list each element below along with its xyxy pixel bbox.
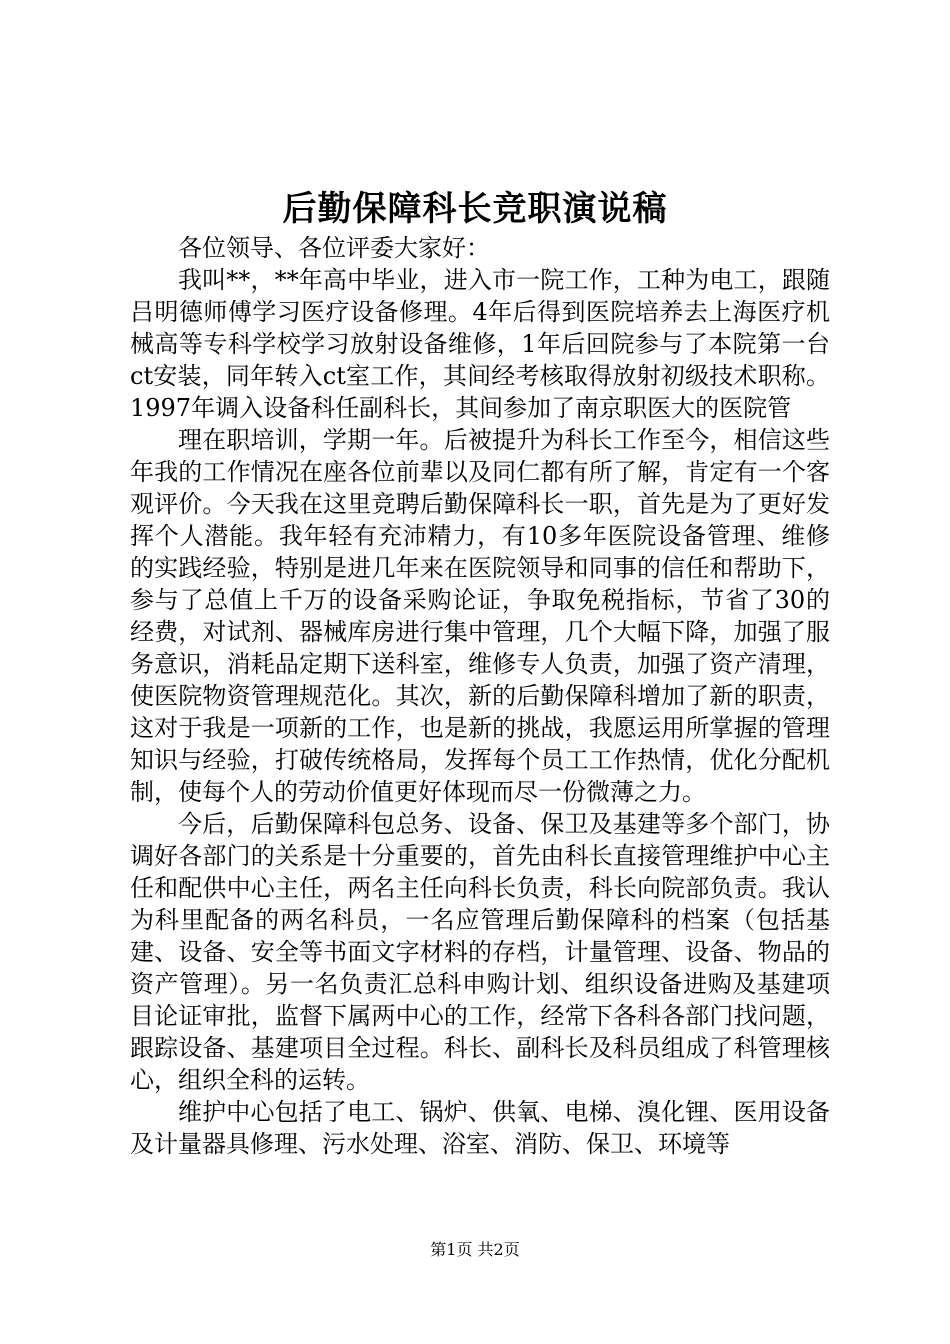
paragraph-maintenance-center: 维护中心包括了电工、锅炉、供氧、电梯、溴化锂、医用设备及计量器具修理、污水处理、浴室、消防、保卫、环境等 — [130, 1098, 830, 1158]
paragraph-greeting: 各位领导、各位评委大家好： — [178, 234, 490, 262]
document-title: 后勤保障科长竞职演说稿 — [282, 189, 668, 229]
paragraph-plan: 今后，后勤保障科包总务、设备、保卫及基建等多个部门，协调好各部门的关系是十分重要的，首先由科长直接管理维护中心主任和配供中心主任，两名主任向科长负责，科长向院部负责。我认为科里配备的两名科员，一名应管理后勤保障科的档案（包括基建、设备、安全等书面文字材料的存档，计量管理、设备、物品的资产管理）。另一名负责汇总科申购计划、组织设备进购及基建项目论证审批，监督下属两中心的工作，经常下各科各部门找问题，跟踪设备、基建项目全过程。科长、副科长及科员组成了科管理核心，组织全科的运转。 — [130, 810, 830, 1094]
paragraph-experience: 理在职培训，学期一年。后被提升为科长工作至今，相信这些年我的工作情况在座各位前辈以及同仁都有所了解，肯定有一个客观评价。今天我在这里竞聘后勤保障科长一职，首先是为了更好发挥个人潜能。我年轻有充沛精力，有10多年医院设备管理、维修的实践经验，特别是进几年来在医院领导和同事的信任和帮助下，参与了总值上千万的设备采购论证，争取免税指标，节省了30的经费，对试剂、器械库房进行集中管理，几个大幅下降，加强了服务意识，消耗品定期下送科室，维修专人负责，加强了资产清理，使医院物资管理规范化。其次，新的后勤保障科增加了新的职责，这对于我是一项新的工作，也是新的挑战，我愿运用所掌握的管理知识与经验，打破传统格局，发挥每个员工工作热情，优化分配机制，使每个人的劳动价值更好体现而尽一份微薄之力。 — [130, 426, 830, 806]
page-number-footer: 第1页 共2页 — [430, 1240, 520, 1259]
document-body — [130, 232, 830, 1160]
paragraph-intro: 我叫**，**年高中毕业，进入市一院工作，工种为电工，跟随吕明德师傅学习医疗设备修理。4年后得到医院培养去上海医疗机械高等专科学校学习放射设备维修，1年后回院参与了本院第一台ct安装，同年转入ct室工作，其间经考核取得放射初级技术职称。1997年调入设备科任副科长，其间参加了南京职医大的医院管 — [130, 266, 830, 422]
